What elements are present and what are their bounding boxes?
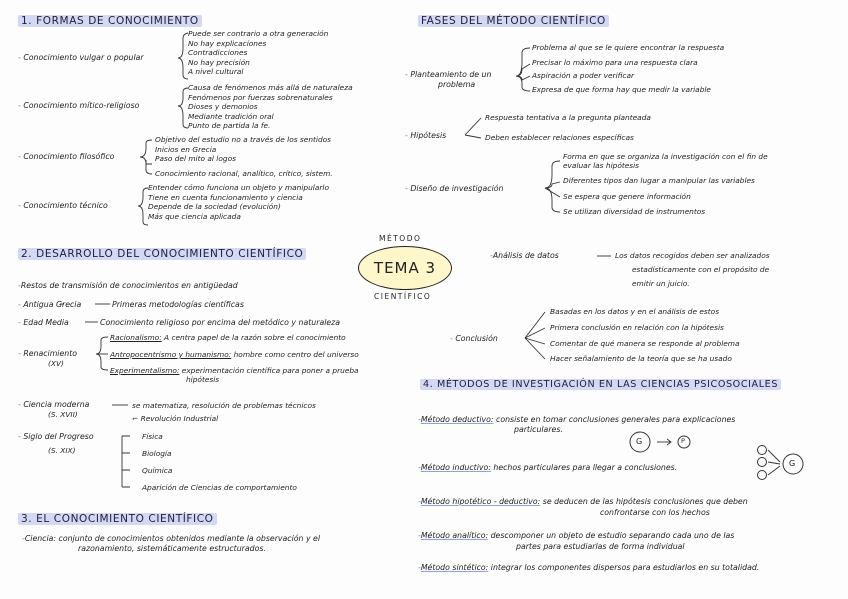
dis-item-3: Se espera que genere información [563, 192, 691, 201]
badge-bottom-text: CIENTÍFICO [374, 292, 432, 301]
media-text: Conocimiento religioso por encima del metódico y naturaleza [100, 318, 341, 327]
dis-item-2: Diferentes tipos dan lugar a manipular las variables [563, 176, 755, 185]
analitico-line: -Método analítico: descomponer un objeto de estudio separando cada uno de las [418, 531, 735, 540]
ciencia-moderna-label: - Ciencia moderna [18, 400, 90, 409]
particular-circle-3 [758, 471, 767, 480]
inductivo-line: -Método inductivo: hechos particulares para llegar a conclusiones. [418, 463, 678, 472]
conc-item-3: Comentar de qué manera se responde al problema [550, 339, 740, 348]
particular-circle-1 [758, 446, 767, 455]
diagram-g-label: G [636, 437, 643, 446]
conc-item-4: Hacer señalamiento de la teoría que se ha usado [550, 354, 732, 363]
tecnico-list: Entender cómo funciona un objeto y manipularlo Tiene en cuenta funcionamiento y ciencia Depende de la sociedad (evolución) Más que ciencia aplicada [148, 183, 329, 221]
sintetico-line: -Método sintético: integrar los componentes dispersos para estudiarlos en su totalidad. [418, 563, 760, 572]
section-3-heading: 3. EL CONOCIMIENTO CIENTÍFICO [18, 513, 217, 525]
conc-item-1: Basadas en los datos y en el análisis de estos [550, 307, 720, 316]
conc-item-2: Primera conclusión en relación con la hipótesis [550, 323, 724, 332]
renacimiento-label: - Renacimiento [18, 349, 78, 358]
hipotesis-label: - Hipótesis [405, 131, 447, 140]
mitico-list: Causa de fenómenos más allá de naturaleza Fenómenos por fuerzas sobrenaturales Dioses y demonios Mediante tradición oral Punto de partida la fe. [188, 83, 353, 131]
filosofico-label: - Conocimiento filosófico [18, 152, 115, 161]
ciencia-moderna-sub: (S. XVII) [48, 410, 78, 419]
analitico-line-2: partes para estudiarlas de forma individual [516, 542, 685, 551]
hipotetico-line-2: confrontarse con los hechos [600, 508, 710, 517]
grecia-line: - Antigua Grecia [18, 300, 82, 309]
vulgar-label: - Conocimiento vulgar o popular [18, 53, 144, 62]
plant-item-2: Precisar lo máximo para una respuesta clara [532, 58, 698, 67]
conclusion-label: - Conclusión [450, 334, 498, 343]
analisis-text-1: Los datos recogidos deben ser analizados [615, 251, 770, 260]
experimentalismo-line-2: hipótesis [186, 375, 220, 384]
analisis-text-2: estadísticamente con el propósito de [632, 265, 770, 274]
tecnico-label: - Conocimiento técnico [18, 201, 108, 210]
badge-top-text: MÉTODO [379, 234, 422, 243]
hipotetico-line: -Método hipotético - deductivo: se deducen de las hipótesis conclusiones que deben [418, 497, 748, 506]
sp-item-1: Física [142, 432, 163, 441]
deductivo-line-2: particulares. [514, 425, 563, 434]
sp-item-2: Biología [142, 449, 172, 458]
sp-item-3: Química [142, 466, 173, 475]
revolucion-industrial: ⌐ Revolución Industrial [132, 414, 219, 423]
dis-item-1: Forma en que se organiza la investigación con el fin de [563, 152, 768, 161]
planteamiento-label: - Planteamiento de un [405, 70, 492, 79]
hip-item-1: Respuesta tentativa a la pregunta planteada [485, 113, 651, 122]
analisis-label: -Análisis de datos [490, 251, 559, 260]
ciencia-definition-2: razonamiento, sistemáticamente estructurados. [78, 544, 266, 553]
plant-item-3: Aspiración a poder verificar [532, 71, 635, 80]
deductivo-line: -Método deductivo: consiste en tomar conclusiones generales para explicaciones [418, 415, 736, 424]
renacimiento-sub: (XV) [48, 359, 64, 368]
antropocentrismo-line: Antropocentrismo y humanismo: hombre como centro del universo [110, 350, 359, 359]
mitico-label: - Conocimiento mítico-religioso [18, 101, 140, 110]
diseno-label: - Diseño de investigación [405, 184, 504, 193]
siglo-progreso-label: - Siglo del Progreso [18, 432, 94, 441]
hip-item-2: Deben establecer relaciones específicas [485, 133, 634, 142]
ciencia-moderna-text: se matematiza, resolución de problemas técnicos [132, 401, 316, 410]
vulgar-list: Puede ser contrario a otra generación No hay explicaciones Contradicciones No hay precisión A nivel cultural [188, 29, 329, 77]
diagram-p-label: P [681, 437, 685, 445]
plant-item-4: Expresa de que forma hay que medir la variable [532, 85, 711, 94]
section-2-heading: 2. DESARROLLO DEL CONOCIMIENTO CIENTÍFICO [18, 248, 306, 260]
section-4-heading: 4. MÉTODOS DE INVESTIGACIÓN EN LAS CIENCIAS PSICOSOCIALES [420, 379, 781, 390]
antiguedad-line: -Restos de transmisión de conocimientos en antigüedad [18, 281, 238, 290]
racionalismo-line: Racionalismo: A centra papel de la razón sobre el conocimiento [110, 333, 346, 342]
grecia-text: Primeras metodologías científicas [112, 300, 244, 309]
particular-circle-2 [758, 458, 767, 467]
filosofico-list: Objetivo del estudio no a través de los sentidos Inicios en Grecia Paso del mito al logos Conocimiento racional, analítico, crítico, sistem. [155, 135, 333, 178]
plant-item-1: Problema al que se le quiere encontrar la respuesta [532, 43, 725, 52]
tema-badge: TEMA 3 [358, 246, 452, 290]
siglo-progreso-sub: (S. XIX) [48, 446, 76, 455]
ciencia-definition: -Ciencia: conjunto de conocimientos obtenidos mediante la observación y el [22, 534, 320, 543]
experimentalismo-line: Experimentalismo: experimentación científica para poner a prueba [110, 366, 359, 375]
analisis-text-3: emitir un juicio. [632, 279, 690, 288]
diagram-g-label-2: G [789, 459, 796, 468]
media-line: - Edad Media [18, 318, 69, 327]
sp-item-4: Aparición de Ciencias de comportamiento [142, 483, 297, 492]
fases-heading: FASES DEL MÉTODO CIENTÍFICO [418, 15, 609, 27]
dis-item-1b: evaluar las hipótesis [563, 161, 640, 170]
section-1-heading: 1. FORMAS DE CONOCIMIENTO [18, 15, 202, 27]
dis-item-4: Se utilizan diversidad de instrumentos [563, 207, 706, 216]
planteamiento-label-2: problema [438, 80, 476, 89]
